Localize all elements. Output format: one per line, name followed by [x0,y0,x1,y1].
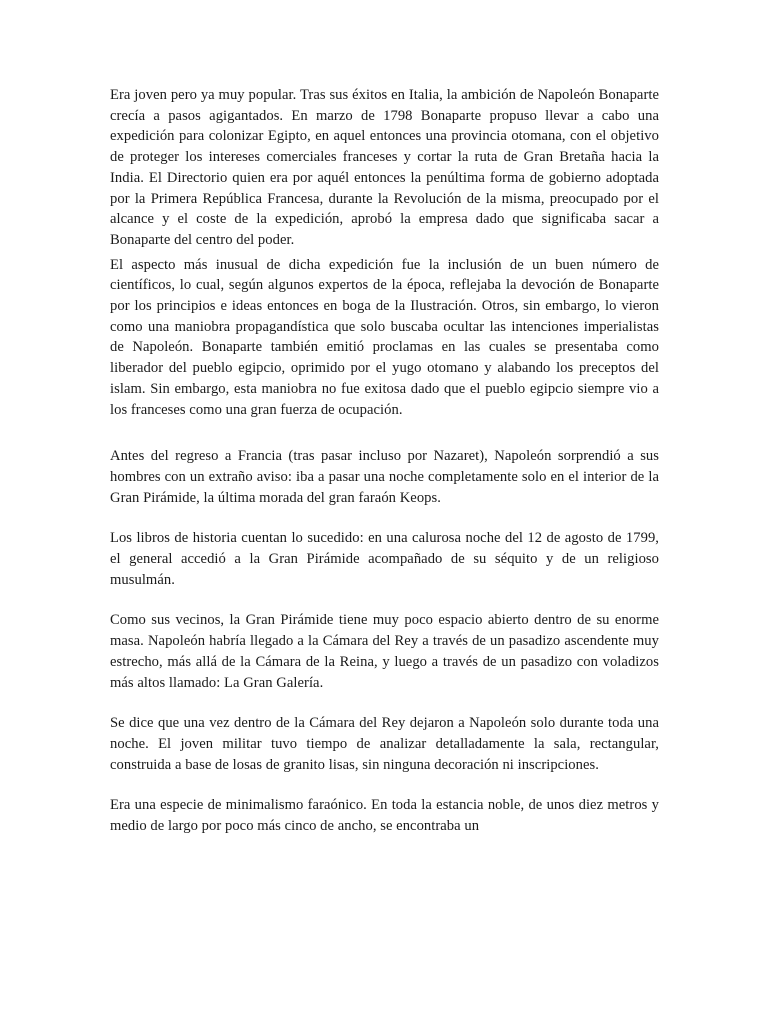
paragraph-kings-chamber-route: Como sus vecinos, la Gran Pirámide tiene muy poco espacio abierto dentro de su enorme masa. Napoleón habría llegado a la Cámara del Rey a través de un pasadizo ascendente muy estrecho, más allá de la Cámara de la Reina, y luego a través de un pasadizo con voladizos más altos llamado: La Gran Galería. [110,612,659,691]
paragraph-history-books: Los libros de historia cuentan lo sucedido: en una calurosa noche del 12 de agosto de 1799, el general accedió a la Gran Pirámide acompañado de su séquito y de un religioso musulmán. [110,530,659,588]
paragraph-minimalism: Era una especie de minimalismo faraónico. En toda la estancia noble, de unos diez metros y medio de largo por poco más cinco de ancho, se encontraba un [110,797,659,835]
paragraph-night-alone: Se dice que una vez dentro de la Cámara del Rey dejaron a Napoleón solo durante toda una noche. El joven militar tuvo tiempo de analizar detalladamente la sala, rectangular, construida a base de losas de granito lisas, sin ninguna decoración ni inscripciones. [110,715,659,773]
paragraph-pyramid-announcement: Antes del regreso a Francia (tras pasar incluso por Nazaret), Napoleón sorprendió a sus hombres con un extraño aviso: iba a pasar una noche completamente solo en el interior de la Gran Pirámide, la última morada del gran faraón Keops. [110,448,659,506]
paragraph-scientists: El aspecto más inusual de dicha expedición fue la inclusión de un buen número de científicos, lo cual, según algunos expertos de la época, reflejaba la devoción de Bonaparte por los principios e ideas entonces en boga de la Ilustración. Otros, sin embargo, lo vieron como una maniobra propagandística que solo buscaba ocultar las intenciones imperialistas de Napoleón. Bonaparte también emitió proclamas en las cuales se presentaba como liberador del pueblo egipcio, oprimido por el yugo otomano y alabando los preceptos del islam. Sin embargo, esta maniobra no fue exitosa dado que el pueblo egipcio siempre vio a los franceses como una gran fuerza de ocupación. [110,256,659,418]
paragraph-expedition-intro: Era joven pero ya muy popular. Tras sus éxitos en Italia, la ambición de Napoleón Bonaparte crecía a pasos agigantados. En marzo de 1798 Bonaparte propuso llevar a cabo una expedición para colonizar Egipto, en aquel entonces una provincia otomana, con el objetivo de proteger los intereses comerciales franceses y cortar la ruta de Gran Bretaña hacia la India. El Directorio quien era por aquél entonces la penúltima forma de gobierno adoptada por la Primera República Francesa, durante la Revolución de la misma, preocupado por el alcance y el coste de la expedición, aprobó la empresa dado que significaba sacar a Bonaparte del centro del poder. [110,87,659,248]
document-page [110,85,659,837]
